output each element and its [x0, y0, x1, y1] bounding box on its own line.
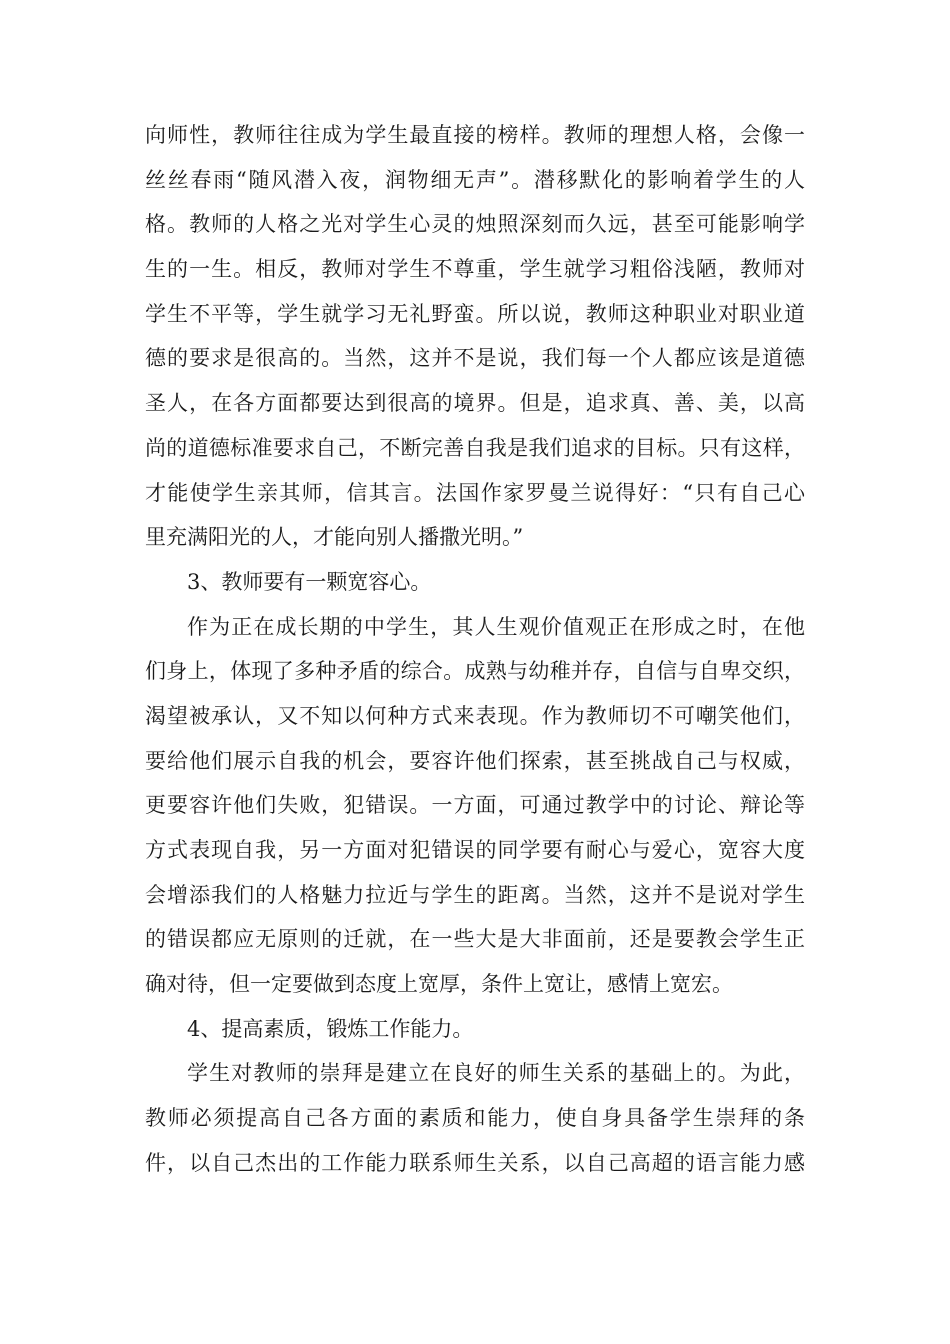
text-line: 圣人，在各方面都要达到很高的境界。但是，追求真、善、美，以高 [145, 391, 805, 416]
text-line: 3、教师要有一颗宽容心。 [187, 569, 432, 594]
text-line: 渴望被承认，又不知以何种方式来表现。作为教师切不可嘲笑他们， [145, 703, 805, 728]
text-line: 学生对教师的崇拜是建立在良好的师生关系的基础上的。为此， [187, 1061, 805, 1086]
text-line: 会增添我们的人格魅力拉近与学生的距离。当然，这并不是说对学生 [145, 882, 805, 907]
text-line: 作为正在成长期的中学生，其人生观价值观正在形成之时，在他 [187, 614, 805, 639]
text-line: 里充满阳光的人，才能向别人播撒光明。” [145, 525, 524, 550]
text-line: 们身上，体现了多种矛盾的综合。成熟与幼稚并存，自信与自卑交织， [145, 659, 805, 684]
text-line: 尚的道德标准要求自己，不断完善自我是我们追求的目标。只有这样， [145, 435, 805, 460]
text-line: 件，以自己杰出的工作能力联系师生关系，以自己高超的语言能力感 [145, 1150, 805, 1175]
text-line: 要给他们展示自我的机会，要容许他们探索，甚至挑战自己与权威， [145, 748, 805, 773]
text-line: 丝丝春雨“随风潜入夜，润物细无声”。潜移默化的影响着学生的人 [145, 167, 805, 192]
text-line: 的错误都应无原则的迁就，在一些大是大非面前，还是要教会学生正 [145, 927, 805, 952]
text-line: 德的要求是很高的。当然，这并不是说，我们每一个人都应该是道德 [145, 346, 805, 371]
text-line: 向师性，教师往往成为学生最直接的榜样。教师的理想人格，会像一 [145, 123, 805, 147]
text-line: 学生不平等，学生就学习无礼野蛮。所以说，教师这种职业对职业道 [145, 301, 805, 326]
text-line: 教师必须提高自己各方面的素质和能力，使自身具备学生崇拜的条 [145, 1106, 805, 1131]
text-line: 4、提高素质，锻炼工作能力。 [187, 1016, 474, 1041]
text-line: 才能使学生亲其师，信其言。法国作家罗曼兰说得好：“只有自己心 [145, 480, 805, 505]
text-line: 更要容许他们失败，犯错误。一方面，可通过教学中的讨论、辩论等 [145, 793, 805, 818]
text-line: 方式表现自我，另一方面对犯错误的同学要有耐心与爱心，宽容大度 [145, 838, 805, 862]
text-line: 格。教师的人格之光对学生心灵的烛照深刻而久远，甚至可能影响学 [145, 212, 805, 237]
text-line: 确对待，但一定要做到态度上宽厚，条件上宽让，感情上宽宏。 [145, 972, 733, 997]
text-line: 生的一生。相反，教师对学生不尊重，学生就学习粗俗浅陋，教师对 [145, 257, 805, 282]
document-body [145, 113, 805, 1186]
